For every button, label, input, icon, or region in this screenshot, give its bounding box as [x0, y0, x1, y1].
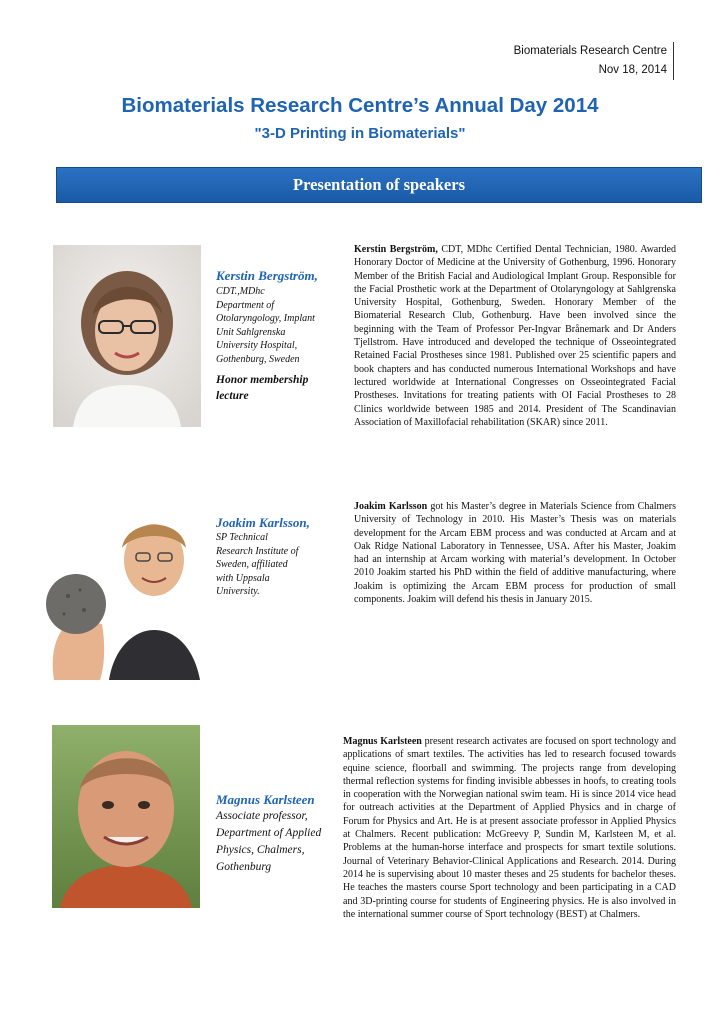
speaker-photo-karlsteen: [52, 725, 200, 908]
header-org: Biomaterials Research Centre: [513, 45, 667, 57]
speaker-photo-karlsson: [14, 498, 202, 680]
speaker-affiliation: CDT.,MDhc Department of Otolaryngology, Implant Unit Sahlgrenska University Hospital, Gothenburg, Sweden: [216, 286, 315, 365]
speaker-bio: Kerstin Bergström, CDT, MDhc Certified Dental Technician, 1980. Awarded Honorary Doctor of Medicine at the University of Gothenburg, 1996. Honorary Member of the British Facial and Audiological Implant Group. Responsible for the Facial Prosthetic work at the Department of Otolaryngology at Sahlgrenska University Hospital, Gothenburg, Sweden. Honorary Member of the Biomaterial Research Club, Gothenburg. Have been involved since the beginning with the Team of Professor Per-Ingvar Brånemark and Dr Anders Tjellstrom. Have introduced and developed the technique of Osseointegrated Retained Facial Prostheses since 1981. Published over 25 scientific papers and book chapters and has conducted numerous International Workshops and have lectured worldwide at International Congresses on Osseointegrated Facial Prostheses. Invitations for treating patients with OI Facial Prostheses to 28 Clinics worldwide between 1985 and 2014. President of The Scandinavian Association of Maxillofacial rehabilitation (SKAR) since 2011.: [354, 244, 676, 428]
page-subtitle: "3-D Printing in Biomaterials": [254, 125, 466, 142]
lecture-type: Honor membership lecture: [216, 374, 309, 402]
speaker-affiliation: Associate professor, Department of Applied Physics, Chalmers, Gothenburg: [216, 810, 322, 873]
speaker-name: Magnus Karlsteen: [216, 792, 315, 807]
page-title: Biomaterials Research Centre’s Annual Day 2014: [121, 94, 599, 117]
speaker-name: Kerstin Bergström,: [216, 268, 318, 283]
speaker-bio: Magnus Karlsteen present research activates are focused on sport technology and applications of smart textiles. The activities has led to research focused towards equine science, floorball and swimming. The projects range from developing thermal reflection systems for finding invisible abbesses in hoofs, to creating tools in cooperation with the Norwegian national swim team. Hi is since 2014 vice head for outreach activities at the Department of Applied Physics and in charge of Forum for Physics and Art. He is at present associate professor in Applied Physics at Chalmers. Recent publication: McGreevy P, Sundin M, Karlsteen M, et al. Problems at the human-horse interface and prospects for smart textile solutions. Journal of Veterinary Behavior-Clinical Applications and Research. 2014. During 2014 he is supervising about 10 master theses and 25 students for bachelor theses. He teaches the masters course Sport technology and been participating in a CAD and 3D-printing course for students of Engineering physics. He is also involved in the international summer course of Sport technology (BEST) at Chalmers.: [343, 736, 677, 920]
speaker-bio: Joakim Karlsson got his Master’s degree in Materials Science from Chalmers University of Technology in 2010. His Master’s Thesis was on materials development for the Arcam EBM process and was conducted at Arcam and at Oak Ridge National Laboratory in Tennessee, USA. After his Master, Joakim had an internship at Arcam working with material’s development. In October 2010 Joakim started his PhD within the field of additive manufacturing, where Joakim is optimizing the Arcam EBM process for production of small components. Joakim will defend his thesis in January 2015.: [354, 501, 676, 606]
section-banner: Presentation of speakers: [56, 167, 702, 203]
header-date: Nov 18, 2014: [598, 64, 667, 76]
speaker-name: Joakim Karlsson,: [216, 515, 310, 530]
speaker-photo-bergstrom: [53, 245, 201, 427]
page-header: [514, 42, 674, 80]
speaker-affiliation: SP Technical Research Institute of Sweden, affiliated with Uppsala University.: [216, 532, 299, 598]
